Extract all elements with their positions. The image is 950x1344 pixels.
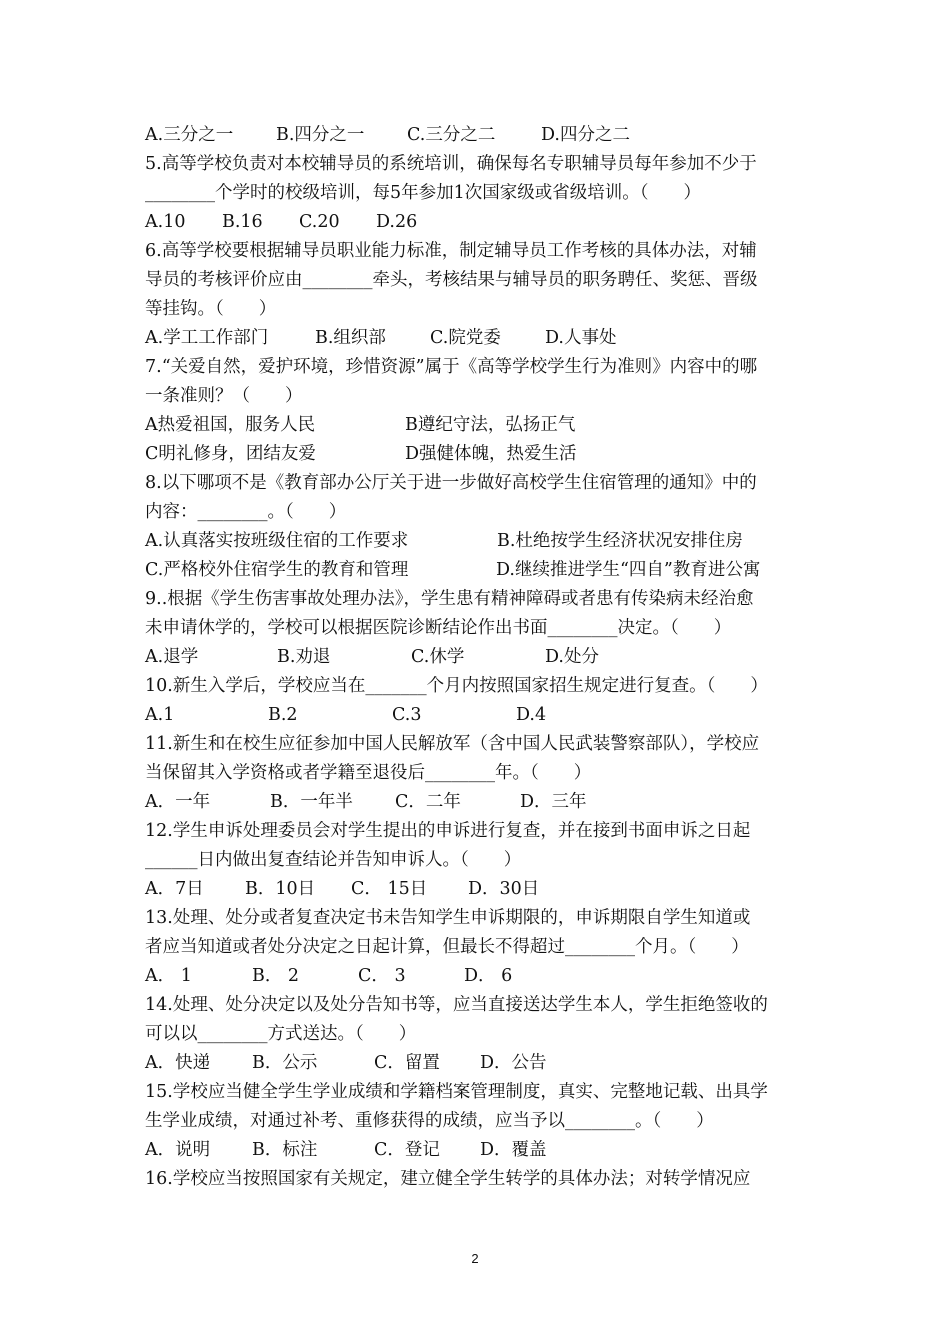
text-line: 12.学生申诉处理委员会对学生提出的申诉进行复查，并在接到书面申诉之日起 (145, 821, 751, 841)
option-row (145, 1049, 825, 1078)
answer-option: D． 6 (464, 966, 513, 986)
text-line: 一条准则？（ ） (145, 386, 303, 406)
text-line: 6.高等学校要根据辅导员职业能力标准，制定辅导员工作考核的具体办法，对辅 (145, 241, 757, 261)
answer-option: C.三分之二 (407, 125, 496, 145)
text-line: 15.学校应当健全学生学业成绩和学籍档案管理制度，真实、完整地记载、出具学 (145, 1082, 768, 1102)
text-line: 者应当知道或者处分决定之日起计算，但最长不得超过________个月。（ ） (145, 937, 749, 957)
text-line: 13.处理、处分或者复查决定书未告知学生申诉期限的，申诉期限自学生知道或 (145, 908, 751, 928)
option-row (145, 121, 825, 150)
answer-option: D.人事处 (545, 328, 617, 348)
option-row (145, 208, 825, 237)
text-line: 11.新生和在校生应征参加中国人民解放军（含中国人民武装警察部队），学校应 (145, 734, 760, 754)
answer-option: B．标注 (252, 1140, 318, 1160)
answer-option: B.劝退 (277, 647, 331, 667)
text-line: 未申请休学的，学校可以根据医院诊断结论作出书面________决定。（ ） (145, 618, 732, 638)
option-row (145, 643, 825, 672)
answer-option: D．覆盖 (480, 1140, 547, 1160)
answer-option: B.16 (222, 212, 263, 232)
answer-option: B．一年半 (270, 792, 353, 812)
text-line: ________个学时的校级培训，每5年参加1次国家级或省级培训。（ ） (145, 183, 702, 203)
text-line: 生学业成绩，对通过补考、重修获得的成绩，应当予以________。（ ） (145, 1111, 714, 1131)
answer-option: B．公示 (252, 1053, 318, 1073)
text-line: ______日内做出复查结论并告知申诉人。（ ） (145, 850, 522, 870)
text-line: 等挂钩。（ ） (145, 299, 277, 319)
answer-option: C． 3 (358, 966, 406, 986)
answer-option: D．30日 (468, 879, 540, 899)
text-line: 10.新生入学后，学校应当在_______个月内按照国家招生规定进行复查。（ ） (145, 676, 768, 696)
answer-option: A.退学 (145, 647, 199, 667)
answer-option: D．三年 (520, 792, 587, 812)
answer-option: C.严格校外住宿学生的教育和管理 (145, 560, 409, 580)
answer-option: D.处分 (545, 647, 599, 667)
page-number: 2 (471, 1251, 479, 1266)
answer-option: B.四分之一 (276, 125, 365, 145)
answer-option: C明礼修身，团结友爱 (145, 444, 316, 464)
answer-option: B． 2 (252, 966, 300, 986)
answer-option: C．留置 (374, 1053, 440, 1073)
answer-option: A．快递 (145, 1053, 211, 1073)
option-row (145, 788, 825, 817)
answer-option: A.学工工作部门 (145, 328, 269, 348)
text-line: 内容：________。（ ） (145, 502, 347, 522)
answer-option: B．10日 (245, 879, 316, 899)
answer-option: C.院党委 (430, 328, 501, 348)
answer-option: D.继续推进学生“四自”教育进公寓 (495, 560, 761, 580)
option-row (145, 411, 825, 440)
answer-option: D.26 (376, 212, 418, 232)
answer-option: B.杜绝按学生经济状况安排住房 (497, 531, 743, 551)
answer-option: C．登记 (374, 1140, 440, 1160)
answer-option: B.2 (268, 705, 298, 725)
answer-option: C.休学 (411, 647, 465, 667)
answer-option: A． 1 (145, 966, 192, 986)
text-line: 可以以________方式送达。（ ） (145, 1024, 417, 1044)
answer-option: A．一年 (145, 792, 211, 812)
option-row (145, 1136, 825, 1165)
answer-option: D.4 (516, 705, 547, 725)
text-line: 导员的考核评价应由________牵头，考核结果与辅导员的职务聘任、奖惩、晋级 (145, 270, 758, 290)
answer-option: A.认真落实按班级住宿的工作要求 (145, 531, 409, 551)
option-row (145, 556, 825, 585)
text-line: 5.高等学校负责对本校辅导员的系统培训，确保每名专职辅导员每年参加不少于 (145, 154, 757, 174)
answer-option: C.20 (299, 212, 340, 232)
answer-option: B遵纪守法，弘扬正气 (405, 415, 576, 435)
option-row (145, 324, 825, 353)
option-row (145, 527, 825, 556)
option-row (145, 962, 825, 991)
text-line: 当保留其入学资格或者学籍至退役后________年。（ ） (145, 763, 592, 783)
answer-option: B.组织部 (315, 328, 386, 348)
answer-option: A.三分之一 (145, 125, 234, 145)
answer-option: A热爱祖国，服务人民 (145, 415, 316, 435)
answer-option: C.3 (392, 705, 422, 725)
text-line: 14.处理、处分决定以及处分告知书等，应当直接送达学生本人，学生拒绝签收的 (145, 995, 768, 1015)
question-list (145, 121, 825, 1194)
option-row (145, 701, 825, 730)
answer-option: C． 15日 (351, 879, 428, 899)
answer-option: D．公告 (480, 1053, 547, 1073)
answer-option: D.四分之二 (541, 125, 630, 145)
option-row (145, 440, 825, 469)
answer-option: C．二年 (395, 792, 461, 812)
answer-option: A.10 (145, 212, 186, 232)
text-line: 9..根据《学生伤害事故处理办法》，学生患有精神障碍或者患有传染病未经治愈 (145, 589, 754, 609)
option-row (145, 875, 825, 904)
answer-option: A．7日 (145, 879, 204, 899)
answer-option: D强健体魄，热爱生活 (405, 444, 577, 464)
text-line: 7.“关爱自然，爱护环境，珍惜资源”属于《高等学校学生行为准则》内容中的哪 (145, 357, 758, 377)
text-line: 8.以下哪项不是《教育部办公厅关于进一步做好高校学生住宿管理的通知》中的 (145, 473, 757, 493)
text-line: 16.学校应当按照国家有关规定，建立健全学生转学的具体办法；对转学情况应 (145, 1169, 751, 1189)
answer-option: A.1 (145, 705, 175, 725)
answer-option: A．说明 (145, 1140, 211, 1160)
